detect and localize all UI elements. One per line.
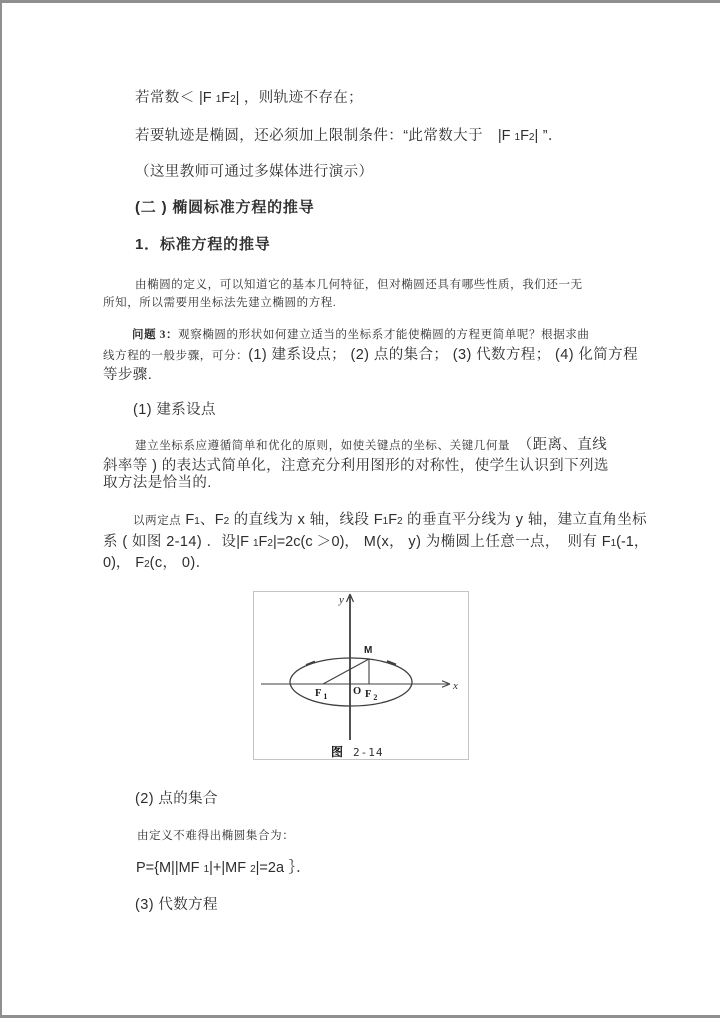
- line-ellipse-constraint: [135, 126, 563, 148]
- point-m-label: M: [364, 645, 373, 656]
- text-segment: |=2c(c: [272, 534, 317, 550]
- ellipse-diagram-svg: [254, 592, 468, 759]
- text-segment: 取方法是恰当的.: [103, 475, 212, 491]
- focus-f1-label: F $_1$: [315, 688, 328, 701]
- text-segment: 1: [252, 538, 259, 549]
- text-segment: （这里教师可通过多媒体进行演示）: [135, 164, 374, 180]
- text-segment: F: [601, 534, 611, 550]
- text-segment: 若要轨迹是椭圆，还必须加上限制条件：“此常数大于: [135, 128, 483, 144]
- text-segment: |F: [199, 90, 216, 106]
- line-constant-less: [135, 88, 363, 110]
- text-segment: 1: [610, 538, 617, 549]
- text-segment: 问题 3：: [132, 329, 179, 341]
- text-segment: ，: [633, 534, 649, 550]
- paragraph-question3-line1: [132, 324, 590, 345]
- text-segment: 2: [397, 516, 403, 527]
- line-f1-to-m: [323, 659, 369, 684]
- text-segment: 1: [194, 516, 200, 527]
- step-3-heading: [135, 895, 218, 915]
- paragraph-setup-line2: [103, 532, 649, 554]
- text-segment: F: [181, 512, 195, 528]
- text-segment: 线方程的一般步骤，可分：: [103, 350, 249, 362]
- paragraph-coordinate-principle-line1: [135, 435, 607, 456]
- text-segment: 1: [382, 516, 389, 527]
- text-segment: 的垂直平分线为 y 轴，建立直角坐标: [402, 512, 648, 528]
- text-segment: 1: [215, 94, 222, 105]
- text-segment: （距离、直线: [510, 437, 608, 453]
- paragraph-question3-line2: [103, 345, 638, 366]
- paragraph-setup-line3: [103, 553, 210, 575]
- text-segment: F: [520, 128, 529, 144]
- text-segment: F: [388, 512, 398, 528]
- text-segment: 斜率等 ) 的表达式简单化，注意充分利用图形的对称性，使学生认识到下列选: [103, 458, 609, 474]
- text-segment: F: [258, 534, 268, 550]
- text-segment: F: [135, 555, 145, 571]
- text-segment: |F: [497, 128, 515, 144]
- text-segment: (3) 代数方程: [135, 897, 218, 913]
- text-segment: ｝．: [284, 860, 312, 876]
- text-segment: 以两定点: [133, 515, 182, 527]
- line-multimedia-note: [135, 162, 373, 182]
- paragraph-coordinate-principle-line3: [103, 473, 212, 493]
- text-segment: (1) 建系设点: [133, 402, 216, 418]
- text-segment: |: [534, 128, 539, 144]
- text-segment: |+|MF: [209, 860, 251, 876]
- text-segment: 2: [267, 538, 273, 549]
- text-segment: (-1: [616, 534, 634, 550]
- y-axis-label: y: [339, 594, 344, 606]
- origin-label: O: [353, 686, 362, 697]
- text-segment: P={M||MF: [136, 860, 204, 876]
- focus-f2-label: F $_2$: [365, 689, 378, 702]
- text-segment: 、: [199, 512, 215, 528]
- text-segment: (二 ) 椭圆标准方程的推导: [135, 199, 315, 216]
- text-segment: 由椭圆的定义，可以知道它的基本几何特征，但对椭圆还具有哪些性质，我们还一无: [135, 279, 583, 291]
- text-segment: 若常数＜: [135, 90, 200, 106]
- text-segment: 系 ( 如图 2-14) ．设: [103, 534, 237, 550]
- text-segment: |=2a: [255, 860, 285, 876]
- text-segment: ， M(x， y) 为椭圆上任意一点， 则有: [344, 534, 602, 550]
- text-segment: 2: [250, 864, 256, 875]
- paragraph-set-intro: [137, 825, 294, 846]
- step-1-heading: [133, 400, 216, 420]
- text-segment: [483, 128, 498, 144]
- figure-caption: 图 2-14: [331, 745, 384, 759]
- text-segment: (2) 点的集合: [135, 791, 218, 807]
- text-segment: (1) 建系设点； (2) 点的集合； (3) 代数方程； (4) 化简方程: [248, 347, 638, 363]
- x-axis-label: x: [453, 680, 458, 692]
- paragraph-setup-line1: [133, 510, 647, 532]
- text-segment: |: [235, 90, 240, 106]
- text-segment: ，则轨迹不存在；: [239, 90, 364, 106]
- text-segment: ”．: [538, 128, 563, 144]
- paragraph-definition-line2: [103, 292, 336, 313]
- text-segment: 观察椭圆的形状如何建立适当的坐标系才能使椭圆的方程更简单呢？根据求曲: [178, 329, 590, 341]
- text-segment: 的直线为 x 轴，线段: [229, 512, 374, 528]
- step-2-heading: [135, 789, 218, 809]
- text-segment: 2: [144, 559, 150, 570]
- text-segment: 0): [103, 555, 116, 571]
- paragraph-question3-line3: [103, 365, 152, 385]
- text-segment: 1: [514, 132, 521, 143]
- text-segment: 2: [230, 94, 236, 105]
- text-segment: 建立坐标系应遵循简单和优化的原则，如使关键点的坐标、关键几何量: [135, 440, 511, 452]
- text-segment: F: [221, 90, 231, 106]
- heading-standard-equation: [135, 235, 271, 255]
- text-segment: ＞: [316, 534, 332, 550]
- text-segment: 等步骤.: [103, 367, 153, 383]
- heading-section-two: [135, 198, 315, 218]
- figure-2-14: [253, 591, 469, 760]
- set-equation: [136, 858, 311, 880]
- text-segment: 2: [528, 132, 535, 143]
- text-segment: F: [214, 512, 224, 528]
- text-segment: 2: [223, 516, 230, 527]
- text-segment: 1．标准方程的推导: [135, 236, 271, 253]
- text-segment: ，: [115, 555, 136, 571]
- text-segment: 所知，所以需要用坐标法先建立椭圆的方程.: [103, 297, 337, 309]
- text-segment: 1: [203, 864, 210, 875]
- text-segment: F: [373, 512, 383, 528]
- text-segment: |F: [236, 534, 253, 550]
- ellipse-curve: [290, 658, 412, 706]
- text-segment: 由定义不难得出椭圆集合为：: [137, 830, 295, 842]
- text-segment: (c， 0)．: [149, 555, 211, 571]
- text-segment: 0): [331, 534, 345, 550]
